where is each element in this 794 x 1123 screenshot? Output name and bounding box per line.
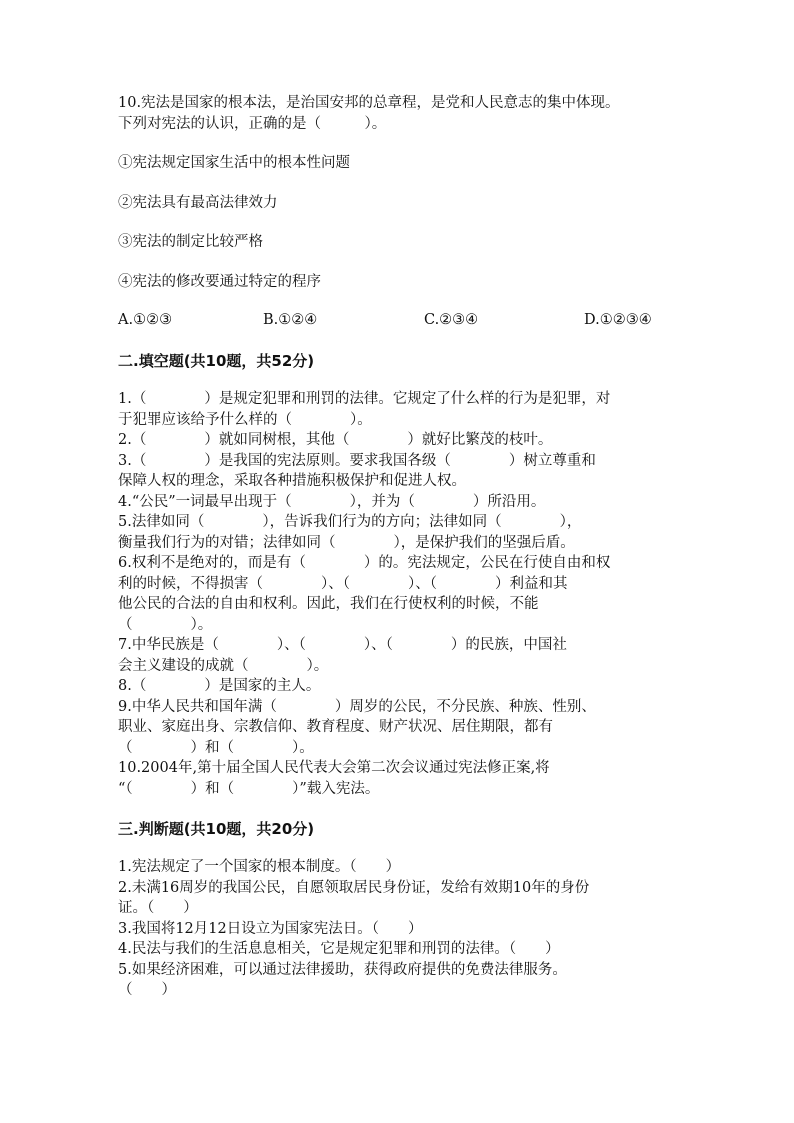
fill-line: 9.中华人民共和国年满（ ）周岁的公民，不分民族、种族、性别、 [118,698,596,715]
option-a: A.①②③ [118,312,173,328]
fill-line: 于犯罪应该给予什么样的（ ）。 [118,411,372,428]
fill-line: 他公民的合法的自由和权利。因此，我们在行使权利的时候，不能 [118,596,539,612]
fill-in-section [118,389,678,799]
section-title-fill-in: 二.填空题(共10题，共52分) [118,352,315,370]
answer-options [118,310,678,331]
fill-line: 1.（ ）是规定犯罪和刑罚的法律。它规定了什么样的行为是犯罪，对 [118,391,611,407]
fill-line: 2.（ ）就如同树根，其他（ ）就好比繁茂的枝叶。 [118,432,553,448]
judge-line: （ ） [118,982,176,998]
fill-line: 4.“公民”一词最早出现于（ ），并为（ ）所沿用。 [118,493,546,510]
fill-line: 5.法律如同（ ），告诉我们行为的方向；法律如同（ ）， [118,514,582,530]
exam-page [118,93,678,1001]
fill-line: 10.2004年,第十届全国人民代表大会第二次会议通过宪法修正案,将 [118,760,550,776]
question-stem-line-1: 10.宪法是国家的根本法，是治国安邦的总章程，是党和人民意志的集中体现。 [118,95,620,111]
true-false-section [118,857,678,1001]
question-stem-line-2: 下列对宪法的认识，正确的是（ ）。 [118,115,387,132]
fill-line: 3.（ ）是我国的宪法原则。要求我国各级（ ）树立尊重和 [118,452,596,469]
fill-line: 7.中华民族是（ ）、（ ）、（ ）的民族，中国社 [118,637,567,653]
statement-2: ②宪法具有最高法律效力 [118,194,278,211]
option-b: B.①②④ [263,312,318,328]
fill-line: 6.权利不是绝对的，而是有（ ）的。宪法规定，公民在行使自由和权 [118,555,611,571]
judge-line: 3.我国将12月12日设立为国家宪法日。（ ） [118,920,423,937]
fill-line: 衡量我们行为的对错；法律如同（ ），是保护我们的坚强后盾。 [118,534,575,551]
option-d: D.①②③④ [584,312,652,328]
judge-line: 5.如果经济困难，可以通过法律援助，获得政府提供的免费法律服务。 [118,961,567,978]
judge-line: 1.宪法规定了一个国家的根本制度。（ ） [118,859,401,875]
judge-line: 4.民法与我们的生活息息相关，它是规定犯罪和刑罚的法律。（ ） [118,941,560,957]
statement-1: ①宪法规定国家生活中的根本性问题 [118,155,350,171]
fill-line: （ ）。 [118,616,213,633]
judge-line: 2.未满16周岁的我国公民，自愿领取居民身份证，发给有效期10年的身份 [118,879,590,896]
multiple-choice-question [118,93,678,331]
fill-line: （ ）和（ ）。 [118,739,314,756]
section-title-true-false: 三.判断题(共10题，共20分) [118,820,315,838]
fill-line: 会主义建设的成就（ ）。 [118,657,329,674]
statement-4: ④宪法的修改要通过特定的程序 [118,273,321,290]
fill-line: 职业、家庭出身、宗教信仰、教育程度、财产状况、居住期限，都有 [118,719,553,735]
fill-line: 8.（ ）是国家的主人。 [118,678,321,694]
statement-3: ③宪法的制定比较严格 [118,234,263,250]
judge-line: 证。（ ） [118,900,198,916]
fill-line: 利的时候，不得损害（ ）、（ ）、（ ）利益和其 [118,575,568,592]
fill-line: “（ ）和（ ）”载入宪法。 [118,780,380,797]
option-c: C.②③④ [424,312,479,328]
fill-line: 保障人权的理念，采取各种措施积极保护和促进人权。 [118,473,466,489]
